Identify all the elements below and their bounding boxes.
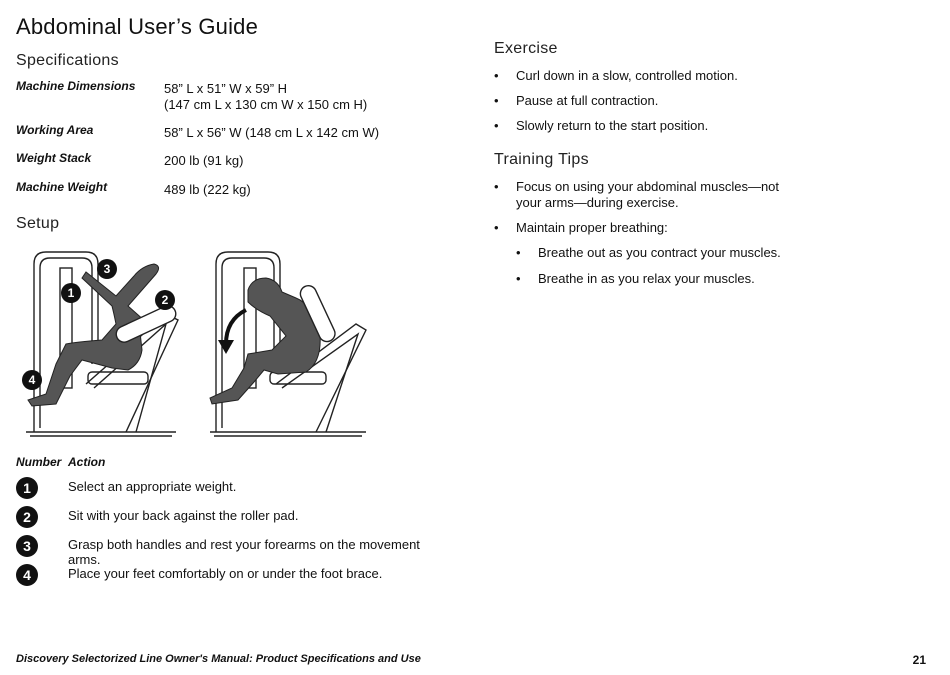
training-tips-heading: Training Tips — [494, 151, 589, 168]
table-row — [16, 506, 456, 530]
spec-value: 200 lb (91 kg) — [164, 153, 244, 168]
exercise-step: Slowly return to the start position. — [516, 118, 709, 133]
training-sub-tip: Breathe in as you relax your muscles. — [538, 271, 755, 286]
setup-heading: Setup — [16, 215, 60, 232]
spec-value-metric: (147 cm L x 130 cm W x 150 cm H) — [164, 97, 368, 112]
step-action: Select an appropriate weight. — [68, 479, 237, 494]
exercise-heading: Exercise — [494, 40, 558, 57]
spec-label: Machine Weight — [16, 180, 108, 194]
step-number-badge: 4 — [16, 564, 38, 586]
bullet-icon: • — [494, 93, 499, 108]
training-sub-tip: Breathe out as you contract your muscles. — [538, 245, 781, 260]
specifications-heading: Specifications — [16, 52, 119, 69]
bullet-icon: • — [494, 68, 499, 83]
bullet-icon: • — [516, 245, 521, 260]
step-action: Sit with your back against the roller pad. — [68, 508, 299, 523]
bullet-icon: • — [516, 271, 521, 286]
spec-value: 58” L x 51” W x 59” H — [164, 81, 288, 96]
exercise-step: Pause at full contraction. — [516, 93, 659, 108]
callout-1: 1 — [67, 286, 75, 300]
table-header-action: Action — [68, 455, 106, 469]
callout-4: 4 — [28, 373, 36, 387]
callout-3: 3 — [103, 262, 111, 276]
spec-label: Working Area — [16, 123, 94, 137]
page-title: Abdominal User’s Guide — [16, 14, 259, 39]
footer-title: Discovery Selectorized Line Owner's Manual: Product Specifications and Use — [16, 653, 421, 665]
step-number-badge: 3 — [16, 535, 38, 557]
page-number: 21 — [912, 653, 926, 667]
table-row — [16, 535, 456, 567]
step-number-badge: 2 — [16, 506, 38, 528]
bullet-icon: • — [494, 179, 499, 194]
setup-illustration — [16, 244, 456, 444]
step-number-badge: 1 — [16, 477, 38, 499]
callout-2: 2 — [161, 293, 169, 307]
table-row — [16, 564, 456, 588]
table-header-number: Number — [16, 455, 62, 469]
bullet-icon: • — [494, 118, 499, 133]
exercise-step: Curl down in a slow, controlled motion. — [516, 68, 738, 83]
spec-label: Machine Dimensions — [16, 79, 136, 93]
training-tip: Maintain proper breathing: — [516, 220, 668, 235]
spec-label: Weight Stack — [16, 151, 92, 165]
table-row — [16, 477, 456, 501]
spec-value: 489 lb (222 kg) — [164, 182, 251, 197]
training-tip: Focus on using your abdominal muscles—not your arms—during exercise. — [516, 179, 780, 210]
bullet-icon: • — [494, 220, 499, 235]
step-action: Grasp both handles and rest your forearms on the movement arms. — [68, 537, 420, 567]
spec-value: 58” L x 56” W (148 cm L x 142 cm W) — [164, 125, 380, 140]
motion-arrow-icon — [226, 310, 246, 344]
step-action: Place your feet comfortably on or under the foot brace. — [68, 566, 383, 581]
